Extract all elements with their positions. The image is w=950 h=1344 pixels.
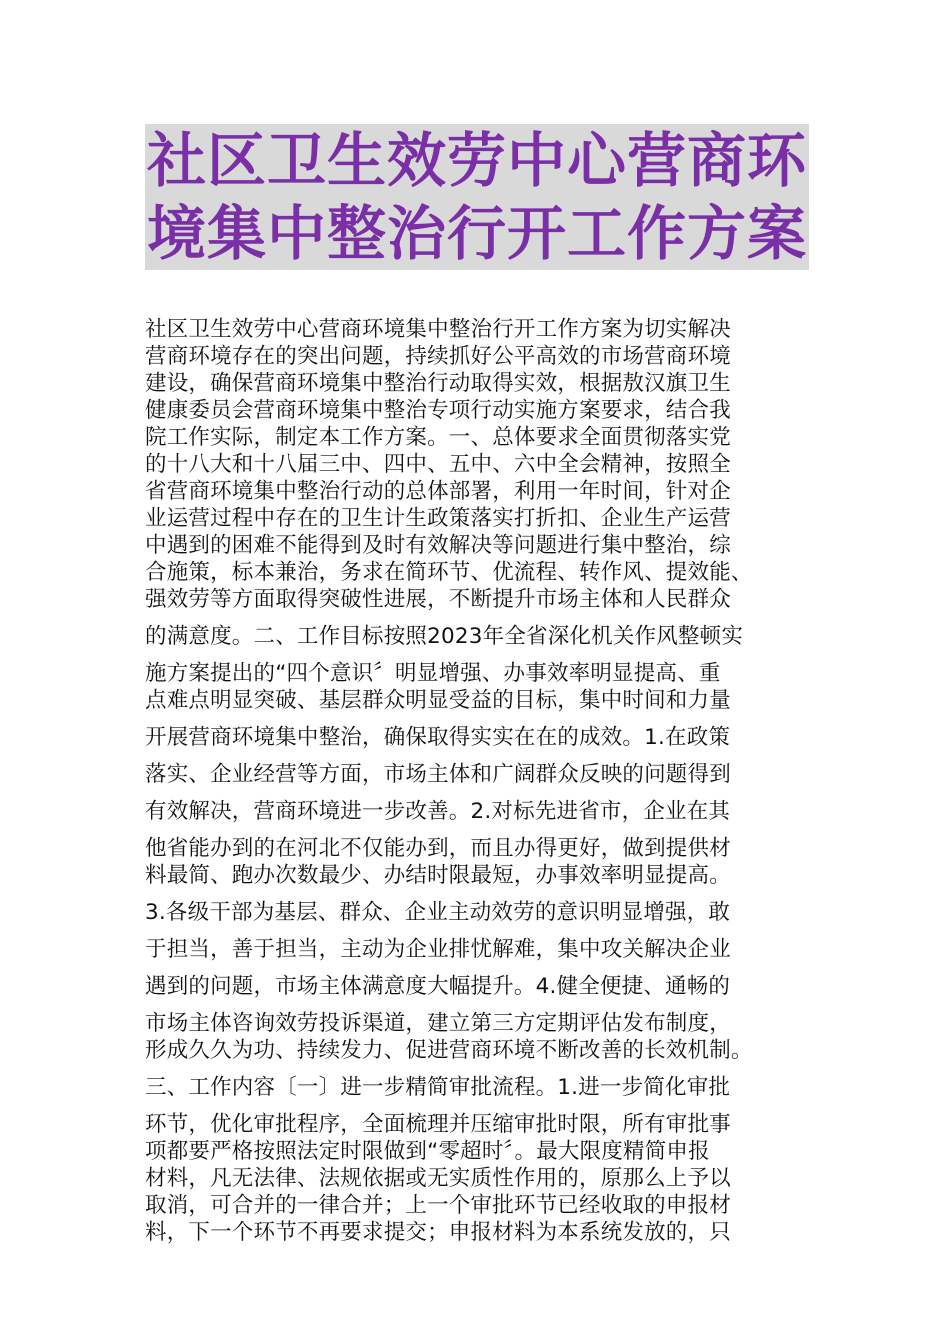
body-line: 取消，可合并的一律合并；上一个审批环节已经收取的申报材 <box>145 1193 731 1218</box>
title-line-2: 境集中整治行开工作方案 <box>147 199 808 268</box>
body-line: 营商环境存在的突出问题，持续抓好公平高效的市场营商环境 <box>145 344 731 369</box>
body-line: 材料，凡无法律、法规依据或无实质性作用的，原那么上予以 <box>145 1166 731 1191</box>
body-line: 建设，确保营商环境集中整治行动取得实效，根据敖汉旗卫生 <box>145 371 731 396</box>
body-line: 环节，优化审批程序，全面梳理并压缩审批时限，所有审批事 <box>145 1112 731 1137</box>
body-line: 健康委员会营商环境集中整治专项行动实施方案要求，结合我 <box>145 398 731 423</box>
body-line: 的十八大和十八届三中、四中、五中、六中全会精神，按照全 <box>145 452 731 477</box>
body-line: 开展营商环境集中整治，确保取得实实在在的成效。1.在政策 <box>145 725 731 750</box>
body-line: 合施策，标本兼治，务求在简环节、优流程、转作风、提效能、 <box>145 560 753 585</box>
body-line: 料，下一个环节不再要求提交；申报材料为本系统发放的，只 <box>145 1220 731 1245</box>
body-line: 三、工作内容〔一〕进一步精简审批流程。1.进一步简化审批 <box>145 1075 731 1100</box>
title-line-1: 社区卫生效劳中心营商环 <box>147 126 808 195</box>
document-title <box>145 124 815 270</box>
body-line: 社区卫生效劳中心营商环境集中整治行开工作方案为切实解决 <box>145 317 731 342</box>
body-line: 有效解决，营商环境进一步改善。2.对标先进省市，企业在其 <box>145 799 731 824</box>
body-line: 施方案提出的“四个意识〞明显增强、办事效率明显提高、重 <box>145 661 721 686</box>
body-line: 点难点明显突破、基层群众明显受益的目标，集中时间和力量 <box>145 688 731 713</box>
document-body <box>145 316 825 1246</box>
body-line: 他省能办到的在河北不仅能办到，而且办得更好，做到提供材 <box>145 836 731 861</box>
body-line: 3.各级干部为基层、群众、企业主动效劳的意识明显增强，敢 <box>145 900 731 925</box>
body-line: 业运营过程中存在的卫生计生政策落实打折扣、企业生产运营 <box>145 506 731 531</box>
body-line: 省营商环境集中整治行动的总体部署，利用一年时间，针对企 <box>145 479 731 504</box>
body-line: 于担当，善于担当，主动为企业排忧解难，集中攻关解决企业 <box>145 937 731 962</box>
body-line: 强效劳等方面取得突破性进展，不断提升市场主体和人民群众 <box>145 587 731 612</box>
body-line: 形成久久为功、持续发力、促进营商环境不断改善的长效机制。 <box>145 1038 753 1063</box>
body-line: 院工作实际，制定本工作方案。一、总体要求全面贯彻落实党 <box>145 425 731 450</box>
body-line: 中遇到的困难不能得到及时有效解决等问题进行集中整治，综 <box>145 533 731 558</box>
body-line: 落实、企业经营等方面，市场主体和广阔群众反映的问题得到 <box>145 762 731 787</box>
body-line: 料最简、跑办次数最少、办结时限最短，办事效率明显提高。 <box>145 863 731 888</box>
body-line: 的满意度。二、工作目标按照2023年全省深化机关作风整顿实 <box>145 624 744 649</box>
body-line: 市场主体咨询效劳投诉渠道，建立第三方定期评估发布制度， <box>145 1011 731 1036</box>
body-line: 遇到的问题，市场主体满意度大幅提升。4.健全便捷、通畅的 <box>145 974 731 999</box>
body-line: 项都要严格按照法定时限做到“零超时〞。最大限度精简申报 <box>145 1139 710 1164</box>
